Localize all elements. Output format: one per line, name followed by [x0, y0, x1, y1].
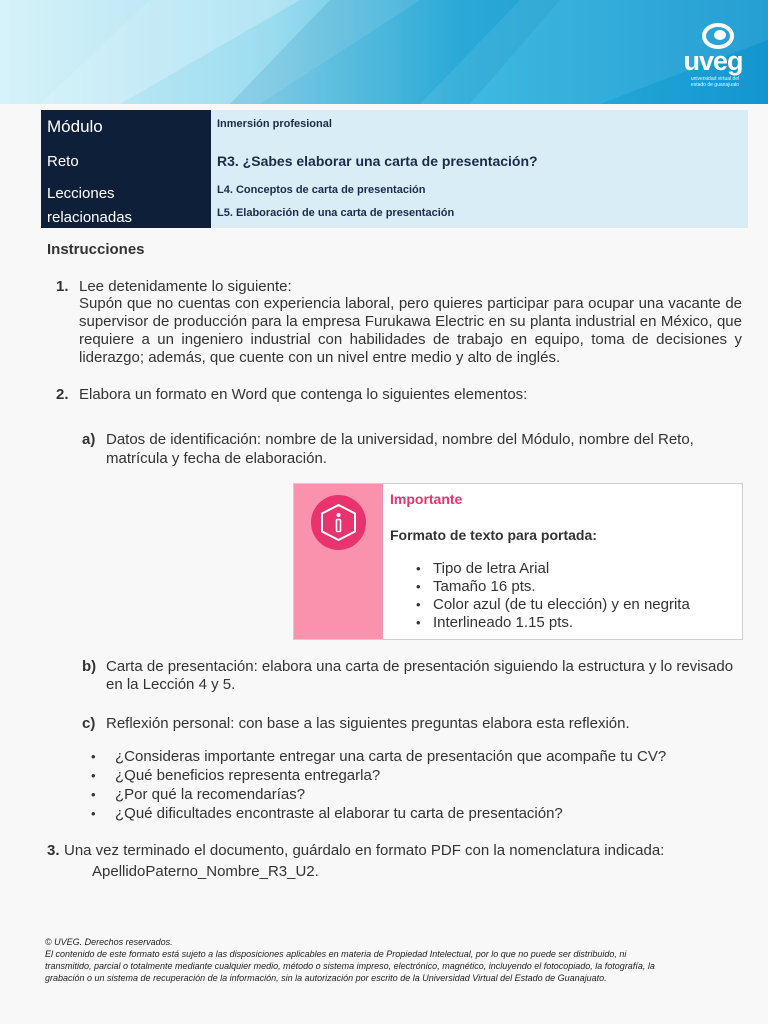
step3-filename: ApellidoPaterno_Nombre_R3_U2.	[92, 863, 319, 880]
question-item: • ¿Consideras importante entregar una carta de presentación que acompañe tu CV?	[115, 747, 666, 766]
step3-number: 3.	[47, 842, 60, 859]
question-item: • ¿Qué dificultades encontraste al elaborar tu carta de presentación?	[115, 804, 666, 823]
step1-scenario	[79, 295, 742, 367]
item-c-text: Reflexión personal: con base a las siguientes preguntas elabora esta reflexión.	[106, 715, 630, 732]
step3-text: Una vez terminado el documento, guárdalo en formato PDF con la nomenclatura indicada:	[64, 842, 665, 859]
leccion-4: L4. Conceptos de carta de presentación	[217, 184, 426, 196]
callout-list-item: • Color azul (de tu elección) y en negrita	[433, 596, 690, 614]
scenario-line: requiere a un ingeniero industrial con habilidades de trabajo en equipo, toma de decisiones y	[79, 331, 742, 348]
step1-number: 1.	[56, 278, 69, 295]
footer-line: grabación o un sistema de recuperación de la información, sin la autorización por escrito de la Universidad Virtual del Estado de Guanajuato.	[45, 973, 607, 983]
logo-subtext: universidad virtual del estado de guanajuato	[690, 76, 740, 88]
uveg-logo	[678, 20, 748, 90]
reto-row	[41, 146, 748, 176]
scenario-line: Supón que no cuentas con experiencia laboral, pero quieres participar para ocupar una vacante de	[79, 295, 742, 312]
logo-wordmark: uveg	[683, 46, 743, 76]
item-b-letter: b)	[82, 658, 97, 675]
modulo-row	[41, 110, 748, 146]
lecciones-label-line2: relacionadas	[47, 209, 133, 226]
modulo-value: Inmersión profesional	[217, 118, 332, 130]
item-a-letter: a)	[82, 431, 96, 448]
callout-list-item: • Interlineado 1.15 pts.	[433, 614, 690, 632]
modulo-label: Módulo	[47, 117, 103, 136]
footer-line: transmitido, parcial o totalmente mediante cualquier medio, método o sistema impreso, electrónico, magnético, incluyendo el fotocopiado, la fotografía, la	[45, 961, 655, 971]
lecciones-label-line1: Lecciones	[47, 185, 115, 202]
step1-title: Lee detenidamente lo siguiente:	[79, 278, 292, 295]
info-icon	[311, 495, 366, 550]
important-callout	[293, 483, 743, 640]
scenario-line: liderazgo; además, que cuente con un nivel entre medio y alto de inglés.	[79, 349, 561, 366]
item-a-line2: matrícula y fecha de elaboración.	[106, 450, 327, 467]
module-info-table	[41, 110, 748, 228]
callout-list-item: • Tipo de letra Arial	[433, 560, 690, 578]
callout-list-item: • Tamaño 16 pts.	[433, 578, 690, 596]
item-c-letter: c)	[82, 715, 96, 732]
reflection-questions	[115, 747, 666, 823]
scenario-line: supervisor de producción para la empresa Furukawa Electric en su planta industrial en México, que	[79, 313, 742, 330]
footer-line: © UVEG. Derechos reservados.	[45, 937, 173, 947]
callout-sidebar	[294, 484, 383, 639]
reto-value: R3. ¿Sabes elaborar una carta de presentación?	[217, 153, 538, 169]
callout-subtitle: Formato de texto para portada:	[390, 527, 597, 543]
lecciones-row	[41, 176, 748, 228]
item-b-line1: Carta de presentación: elabora una carta de presentación siguiendo la estructura y lo revisado	[106, 658, 734, 675]
item-a-line1: Datos de identificación: nombre de la universidad, nombre del Módulo, nombre del Reto,	[106, 431, 694, 448]
question-item: • ¿Qué beneficios representa entregarla?	[115, 766, 666, 785]
question-item: • ¿Por qué la recomendarías?	[115, 785, 666, 804]
item-b-line2: en la Lección 4 y 5.	[106, 676, 236, 693]
footer-line: El contenido de este formato está sujeto a las disposiciones aplicables en materia de Propiedad Intelectual, por lo que no puede ser distribuido, ni	[45, 949, 627, 959]
step2-number: 2.	[56, 386, 69, 403]
instructions-heading: Instrucciones	[47, 241, 145, 258]
callout-list	[433, 560, 690, 632]
copyright-footer	[45, 936, 725, 984]
leccion-5: L5. Elaboración de una carta de presentación	[217, 207, 455, 219]
banner-decoration	[0, 0, 768, 104]
callout-title: Importante	[390, 491, 463, 507]
reto-label: Reto	[47, 153, 79, 170]
step2-text: Elabora un formato en Word que contenga lo siguientes elementos:	[79, 386, 528, 403]
header-banner	[0, 0, 768, 104]
